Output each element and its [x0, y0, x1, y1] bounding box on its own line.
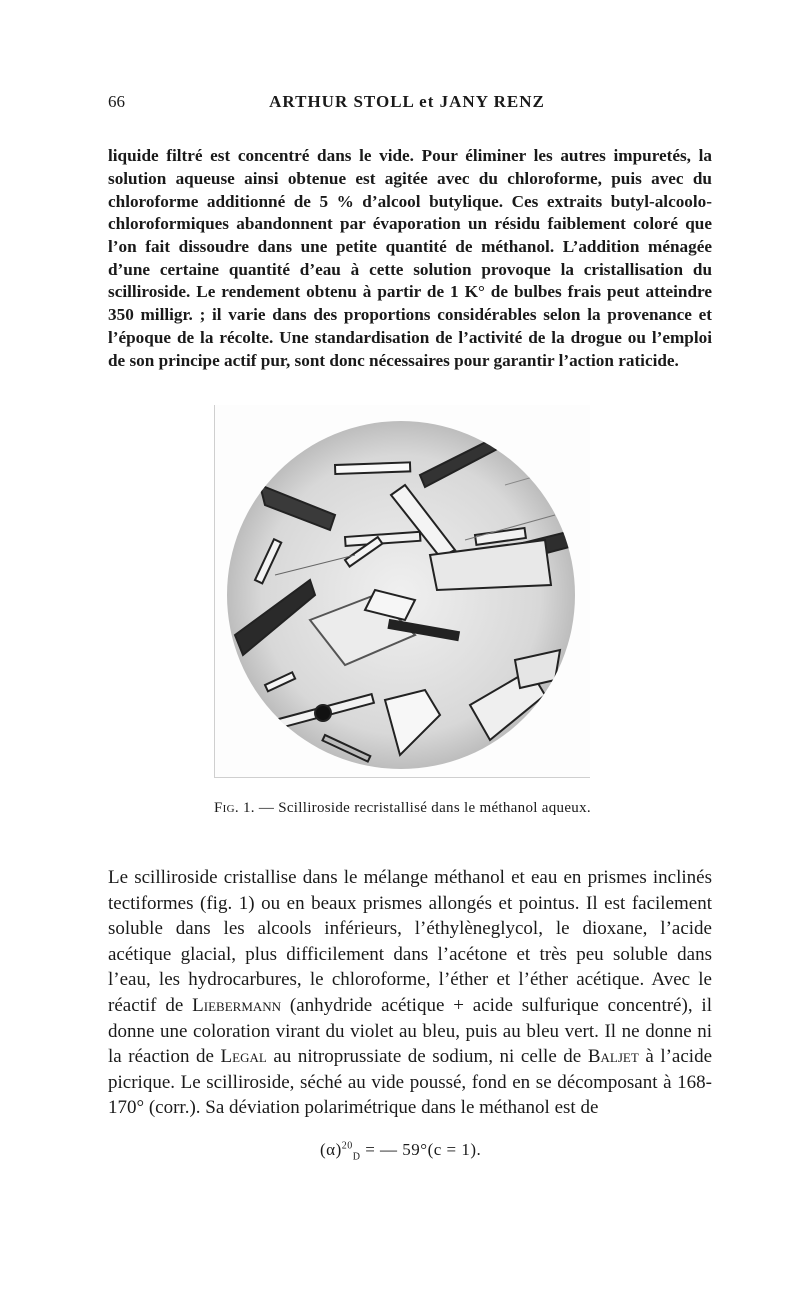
page-header: [108, 92, 706, 116]
formula-value: = — 59°(c = 1).: [360, 1140, 482, 1159]
properties-text-4: à l’acide picrique. Le scilliroside, séché au vide poussé, fond en se décomposant à 168-170° (corr.). Sa déviation polarimétrique dans le méthanol est de: [108, 1046, 712, 1119]
formula-alpha: (α): [320, 1140, 342, 1159]
figure-label: Fig. 1.: [214, 800, 255, 816]
properties-text-2: (anhydride acétique + acide sulfurique concentré), il donne une coloration virant du violet au bleu, puis au bleu vert. Il ne donne ni la réaction de: [108, 994, 712, 1068]
properties-text-1: Le scilliroside cristallise dans le mélange méthanol et eau en prismes inclinés tectiformes (fig. 1) ou en beaux prismes allongés et pointus. Il est facilement soluble dans les alcools inférieurs, l’éthylèneglycol, le dioxane, l’acide acétique glacial, plus difficilement dans l’acétone et très peu soluble dans l’eau, les hydrocarbures, le chloroforme, l’éther et l’éther acétique. Avec le réactif de: [108, 867, 712, 1016]
formula-temperature: 20: [341, 1140, 353, 1152]
rotation-formula: [320, 1140, 481, 1162]
author-name-baljet: Baljet: [587, 1046, 639, 1068]
running-title: ARTHUR STOLL et JANY RENZ: [269, 92, 545, 111]
formula-d-line: D: [352, 1151, 361, 1163]
paragraph-properties: [108, 865, 712, 1121]
crystal-micrograph-image: [215, 405, 590, 777]
figure-caption-text: — Scilliroside recristallisé dans le méthanol aqueux.: [254, 800, 591, 816]
paragraph-intro: liquide filtré est concentré dans le vide. Pour éliminer les autres impuretés, la solution aqueuse ainsi obtenue est agitée avec du chloroforme, puis avec du chloroforme additionné de 5 % d’alcool butylique. Ces extraits butyl-alcoolo-chloroformiques abandonnent par évaporation un résidu faiblement coloré que l’on fait dissoudre dans une petite quantité de méthanol. L’addition ménagée d’une certaine quantité d’eau à cette solution provoque la cristallisation du scilliroside. Le rendement obtenu à partir de 1 K° de bulbes frais peut atteindre 350 milligr. ; il varie dans des proportions considérables selon la provenance et l’époque de la récolte. Une standardisation de l’activité de la drogue ou l’emploi de son principe actif pur, sont donc nécessaires pour garantir l’action raticide.: [108, 146, 712, 370]
author-name-legal: Legal: [220, 1046, 267, 1068]
page-number: 66: [108, 92, 125, 111]
author-name-liebermann: Liebermann: [192, 994, 282, 1016]
figure-caption: [214, 800, 634, 817]
properties-text-3: au nitroprussiate de sodium, ni celle de: [266, 1046, 588, 1068]
crystal-micrograph: [214, 405, 590, 778]
